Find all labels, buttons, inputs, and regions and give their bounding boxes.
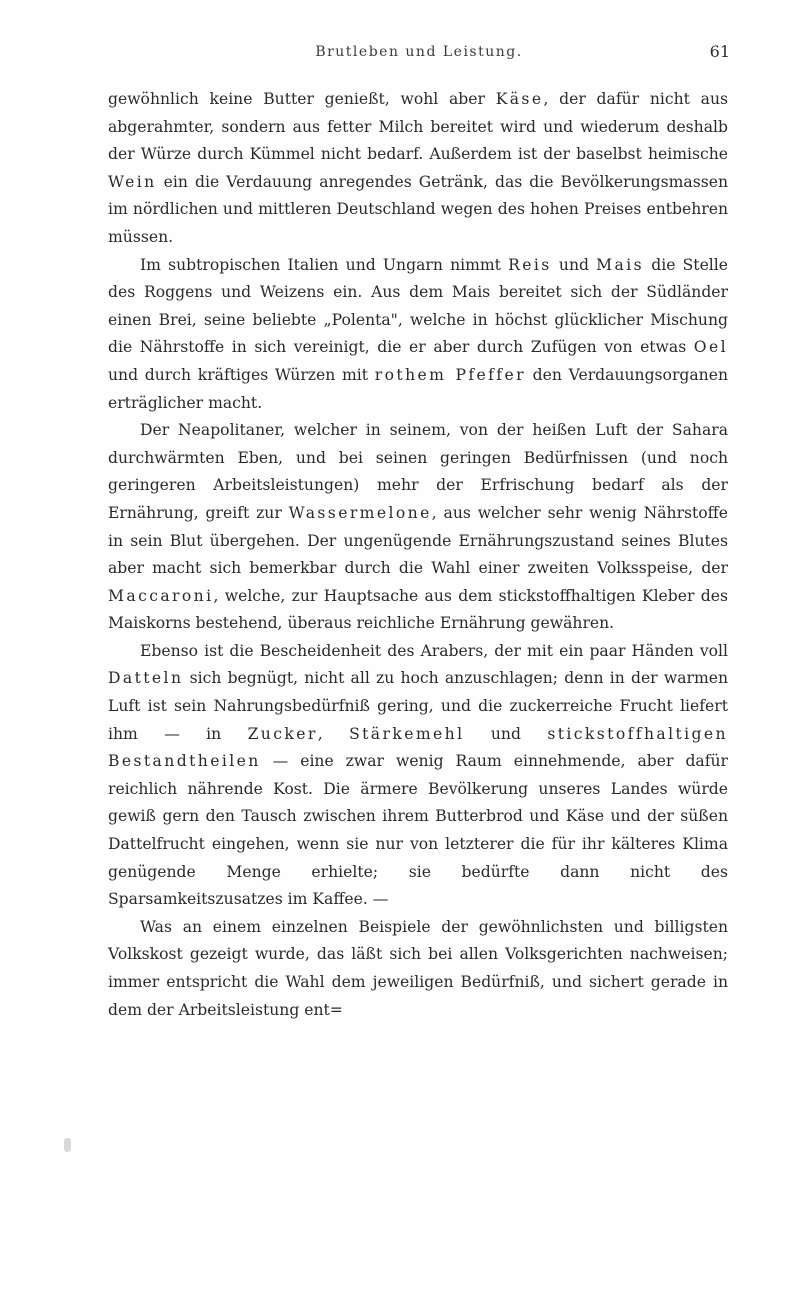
spaced-emphasis: Wassermelone [288,503,432,522]
text-run: den Verdauungsorganen erträglicher macht. [108,365,728,412]
text-run: sich begnügt, nicht all zu hoch anzuschlagen; denn in der warmen Luft ist sein Nahrungsbedürfniß gering, und die zuckerreiche Frucht liefert ihm — in [108,669,728,743]
text-run: Im subtropischen Italien und Ungarn nimmt [140,255,509,274]
text-run: Was an einem einzelnen Beispiele der gewöhnlichsten und billigsten Volkskost gezeigt wurde, das läßt sich bei allen Volksgerichten nachweisen; immer entspricht die Wahl dem jeweiligen Bedürfniß, und sichert gerade in dem der Arbeitsleistung ent= [108,917,728,1019]
spaced-emphasis: Mais [596,255,645,274]
running-head: Brutleben und Leistung. [315,44,523,60]
spaced-emphasis: Datteln [108,669,184,688]
paragraph [108,252,728,418]
text-run: die Stelle des Roggens und Weizens ein. Aus dem Mais bereitet sich der Südländer einen Brei, seine beliebte „Polenta", welche in höchst glücklicher Mischung die Nährstoffe in sich vereinigt, die er aber durch Zufügen von etwas [108,255,728,357]
paragraph [108,86,728,252]
text-run: und durch kräftiges Würzen mit [108,365,375,384]
paragraph [108,417,728,638]
text-run: und [551,255,597,274]
page-header [108,40,730,68]
spaced-emphasis: Käse [495,90,544,108]
spaced-emphasis: rothem Pfeffer [374,365,526,384]
spaced-emphasis: stickstoffhaltigen Bestandtheilen [108,724,729,771]
text-run: und [464,724,548,743]
text-run: gewöhnlich keine Butter genießt, wohl aber [108,90,496,108]
body-text [108,86,728,1024]
text-run: , welche, zur Hauptsache aus dem stickstoffhaltigen Kleber des Maiskorns bestehend, überaus reichliche Ernährung gewähren. [108,586,728,633]
paragraph [108,914,728,1024]
text-run: Der Neapolitaner, welcher in seinem, von der heißen Luft der Sahara durchwärmten Eben, und bei seinen geringen Bedürfnissen (und noch geringeren Arbeitsleistungen) mehr der Erfrischung bedarf als der Ernährung, greift zur [108,421,728,522]
spaced-emphasis: Stärkemehl [349,724,465,743]
spaced-emphasis: Zucker [247,724,318,743]
text-run: , aus welcher sehr wenig Nährstoffe in sein Blut übergehen. Der ungenügende Ernährungszustand seines Blutes aber macht sich bemerkbar durch die Wahl einer zweiten Volksspeise, der [108,503,728,578]
paragraph [108,638,728,914]
text-run: Ebenso ist die Bescheidenheit des Arabers, der mit ein paar Händen voll [140,641,728,660]
text-run: , [317,724,350,743]
text-run: ein die Verdauung anregendes Getränk, das die Bevölkerungsmassen im nördlichen und mittleren Deutschland wegen des hohen Preises entbehren müssen. [108,172,728,246]
spaced-emphasis: Maccaroni [108,586,214,605]
ink-smudge [64,1138,71,1152]
page-number: 61 [709,42,730,61]
spaced-emphasis: Reis [508,255,552,274]
text-run: , der dafür nicht aus abgerahmter, sondern aus fetter Milch bereitet wird und wiederum deshalb der Würze durch Kümmel nicht bedarf. Außerdem ist der baselbst heimische [108,90,728,164]
text-run: — eine zwar wenig Raum einnehmende, aber dafür reichlich nährende Kost. Die ärmere Bevölkerung unseres Landes würde gewiß gern den Tausch zwischen ihrem Butterbrod und Käse und der süßen Dattelfrucht eingehen, wenn sie nur von letzterer die für ihr kälteres Klima genügende Menge erhielte; sie bedürfte dann nicht des Sparsamkeitszusatzes im Kaffee. — [108,752,728,909]
spaced-emphasis: Wein [108,172,157,191]
spaced-emphasis: Oel [693,338,728,357]
